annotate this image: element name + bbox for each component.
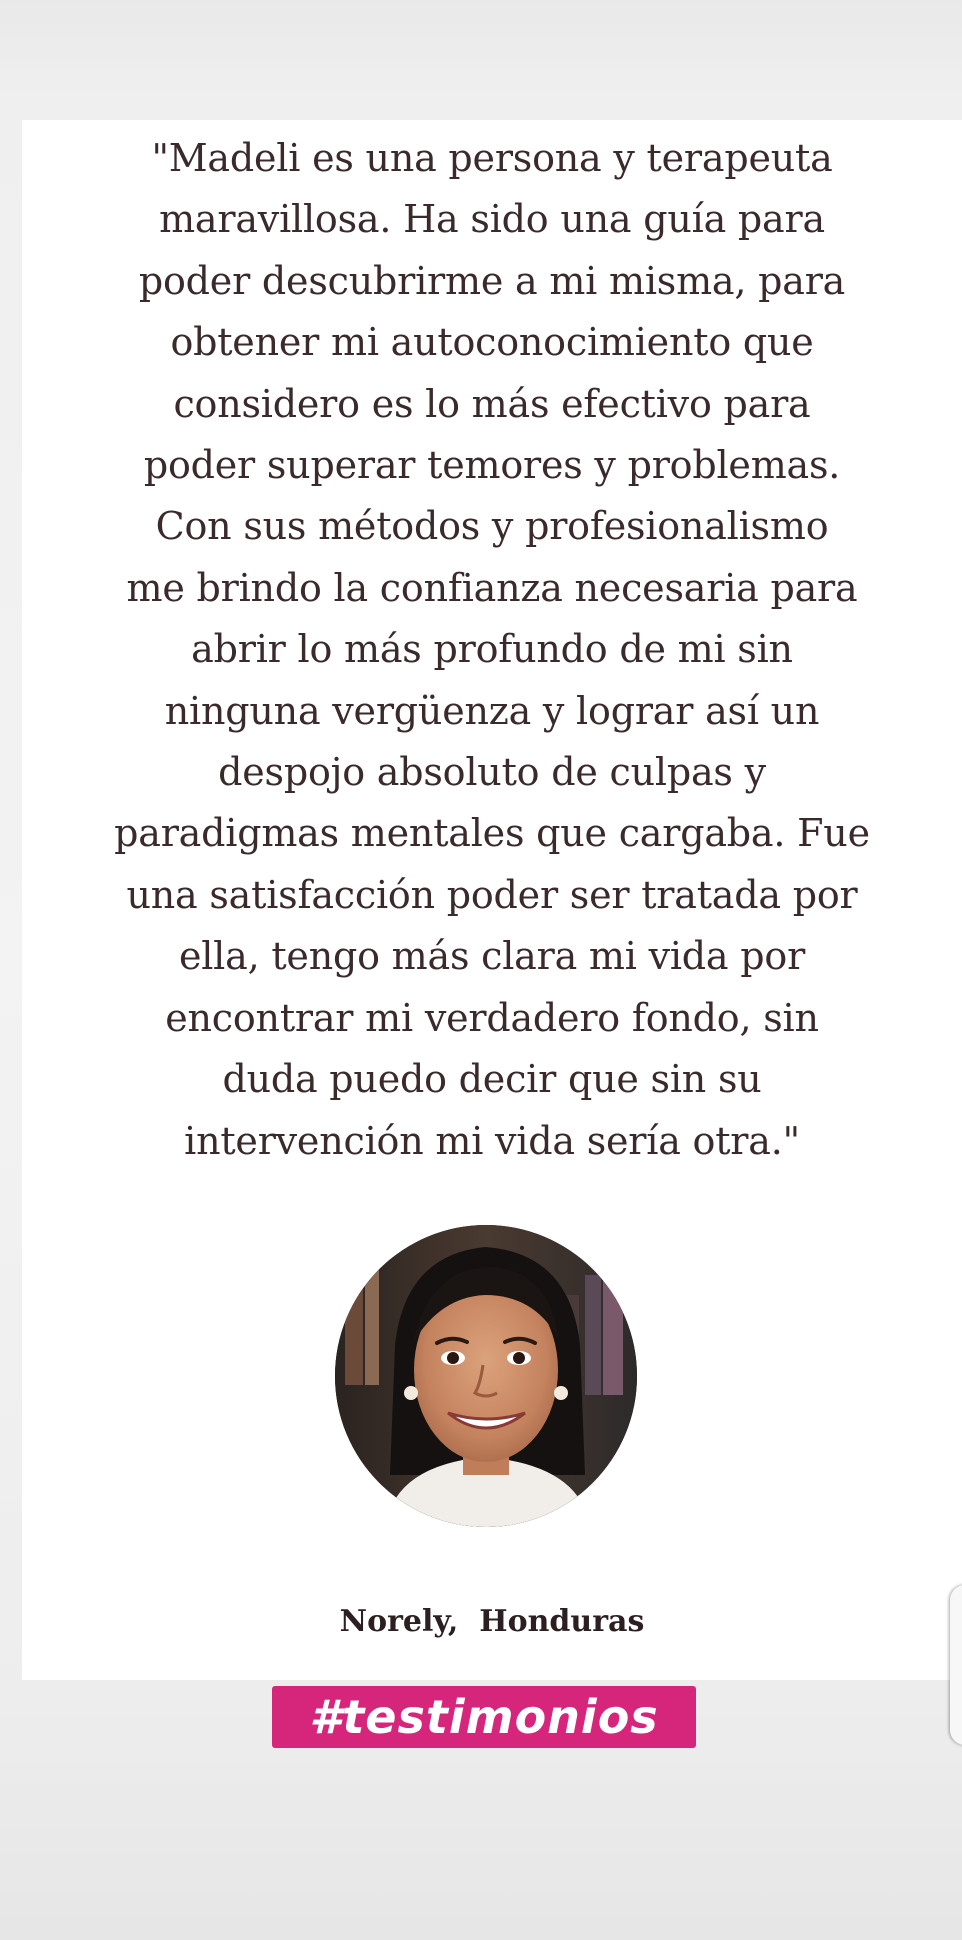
quote-line: me brindo la confianza necesaria para xyxy=(126,565,858,610)
quote-line: maravillosa. Ha sido una guía para xyxy=(159,197,825,242)
quote-line: poder superar temores y problemas. xyxy=(143,443,841,488)
side-scroll-handle[interactable] xyxy=(950,1585,962,1745)
quote-line: obtener mi autoconocimiento que xyxy=(170,320,814,365)
quote-line: una satisfacción poder ser tratada por xyxy=(126,872,858,917)
author-name: Norely, Honduras xyxy=(339,1604,645,1639)
testimonial-quote xyxy=(22,128,962,1172)
hashtag-text: #testimonios xyxy=(309,1690,659,1744)
quote-line: encontrar mi verdadero fondo, sin xyxy=(165,995,819,1040)
quote-line: ella, tengo más clara mi vida por xyxy=(178,934,806,979)
quote-line: "Madeli es una persona y terapeuta xyxy=(151,136,833,180)
quote-line: ninguna vergüenza y lograr así un xyxy=(164,688,820,733)
quote-line: duda puedo decir que sin su xyxy=(222,1057,762,1102)
hashtag-sticker[interactable] xyxy=(272,1686,696,1748)
quote-line: despojo absoluto de culpas y xyxy=(218,750,766,795)
quote-line: intervención mi vida sería otra." xyxy=(184,1118,800,1163)
quote-line: abrir lo más profundo de mi sin xyxy=(191,627,793,672)
quote-line: Con sus métodos y profesionalismo xyxy=(155,504,829,549)
quote-line: paradigmas mentales que cargaba. Fue xyxy=(114,811,870,856)
portrait-illustration xyxy=(335,1225,637,1527)
author-avatar xyxy=(335,1225,637,1527)
quote-line: poder descubrirme a mi misma, para xyxy=(138,258,846,303)
quote-line: considero es lo más efectivo para xyxy=(173,381,811,426)
